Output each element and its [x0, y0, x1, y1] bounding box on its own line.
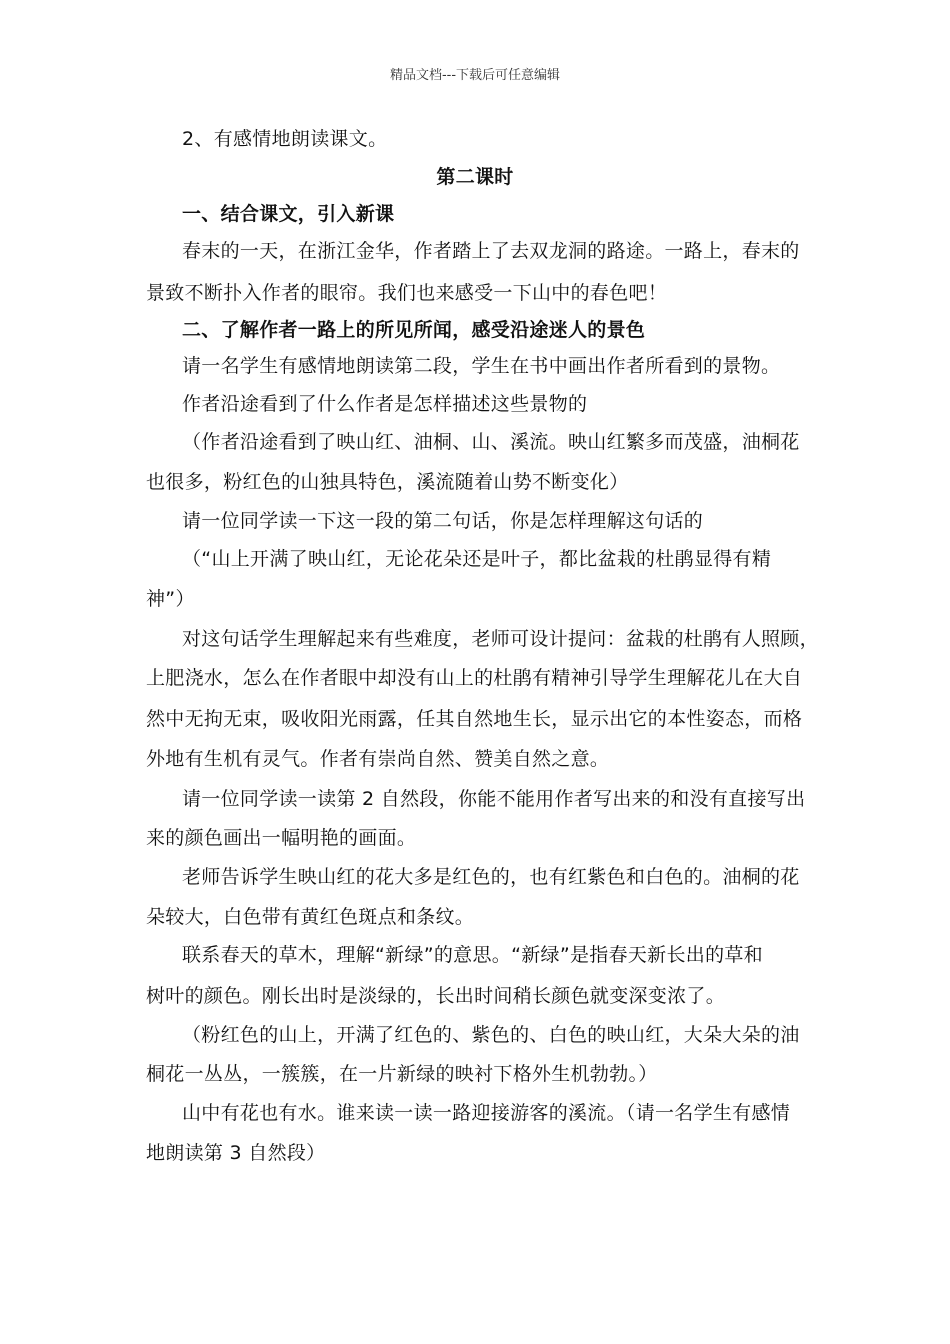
paragraph-line: 2、有感情地朗读课文。 [182, 128, 388, 150]
section-title: 第二课时 [436, 166, 514, 188]
paragraph-line: 作者沿途看到了什么作者是怎样描述这些景物的 [182, 393, 588, 415]
paragraph-line: （粉红色的山上，开满了红色的、紫色的、白色的映山红，大朵大朵的油 [182, 1024, 800, 1046]
heading-2: 二、了解作者一路上的所见所闻，感受沿途迷人的景色 [182, 319, 646, 341]
paragraph-line: 联系春天的草木，理解“新绿”的意思。“新绿”是指春天新长出的草和 [182, 944, 763, 966]
paragraph-line: 请一名学生有感情地朗读第二段，学生在书中画出作者所看到的景物。 [182, 355, 781, 377]
paragraph-line: （作者沿途看到了映山红、油桐、山、溪流。映山红繁多而茂盛，油桐花 [182, 431, 800, 453]
paragraph-line: 老师告诉学生映山红的花大多是红色的，也有红紫色和白色的。油桐的花 [182, 866, 800, 888]
paragraph-line: （“山上开满了映山红，无论花朵还是叶子，都比盆栽的杜鹃显得有精 [182, 548, 772, 570]
page-header: 精品文档---下载后可任意编辑 [389, 68, 561, 83]
paragraph-line: 山中有花也有水。谁来读一读一路迎接游客的溪流。（请一名学生有感情 [182, 1102, 791, 1124]
paragraph-line: 请一位同学读一读第 2 自然段，你能不能用作者写出来的和没有直接写出 [182, 788, 806, 810]
paragraph-line: 朵较大，白色带有黄红色斑点和条纹。 [146, 906, 475, 928]
paragraph-line: 春末的一天，在浙江金华，作者踏上了去双龙洞的路途。一路上，春末的 [182, 240, 800, 262]
paragraph-line: 上肥浇水，怎么在作者眼中却没有山上的杜鹃有精神引导学生理解花儿在大自 [146, 667, 803, 689]
paragraph-line: 桐花一丛丛，一簇簇，在一片新绿的映衬下格外生机勃勃。） [146, 1063, 658, 1085]
paragraph-line: 来的颜色画出一幅明艳的画面。 [146, 827, 417, 849]
paragraph-line: 神”） [146, 588, 195, 610]
paragraph-line: 景致不断扑入作者的眼帘。我们也来感受一下山中的春色吧！ [146, 282, 668, 304]
paragraph-line: 树叶的颜色。刚长出时是淡绿的，长出时间稍长颜色就变深变浓了。 [146, 985, 726, 1007]
paragraph-line: 对这句话学生理解起来有些难度，老师可设计提问：盆栽的杜鹃有人照顾， [182, 628, 819, 650]
paragraph-line: 请一位同学读一下这一段的第二句话，你是怎样理解这句话的 [182, 510, 704, 532]
paragraph-line: 地朗读第 3 自然段） [146, 1142, 326, 1164]
heading-1: 一、结合课文，引入新课 [182, 203, 395, 225]
paragraph-line: 外地有生机有灵气。作者有崇尚自然、赞美自然之意。 [146, 748, 610, 770]
paragraph-line: 也很多，粉红色的山独具特色，溪流随着山势不断变化） [146, 471, 629, 493]
paragraph-line: 然中无拘无束，吸收阳光雨露，任其自然地生长，显示出它的本性姿态，而格 [146, 708, 803, 730]
